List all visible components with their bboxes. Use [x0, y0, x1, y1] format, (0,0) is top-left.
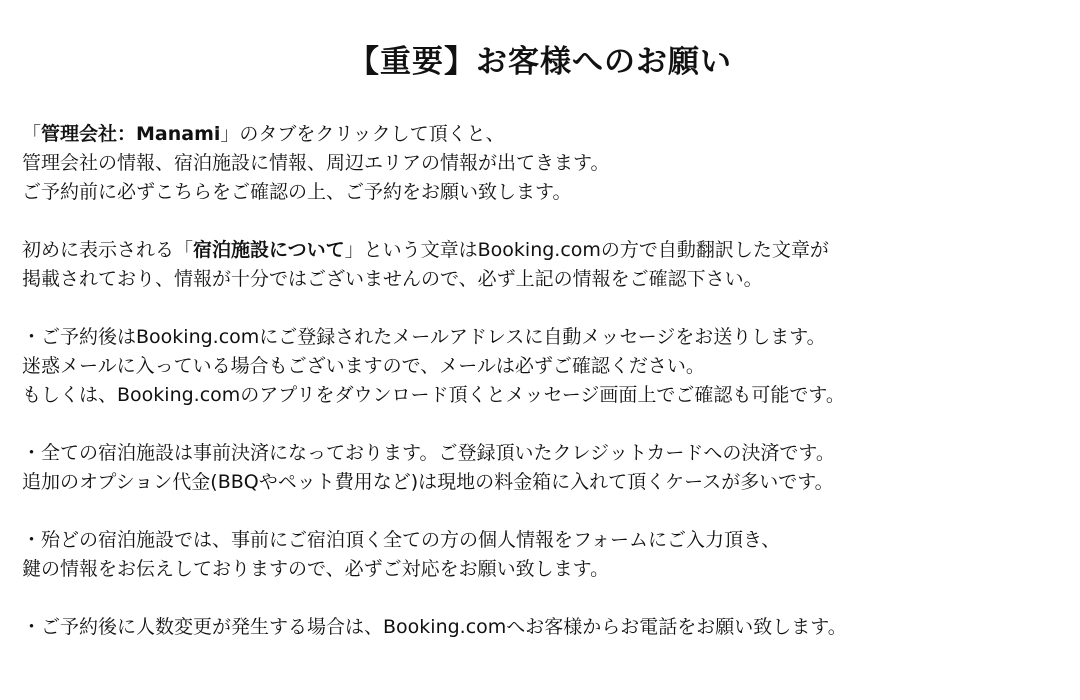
page-title: 【重要】お客様へのお願い — [348, 44, 732, 80]
paragraph-guest-info — [22, 526, 1072, 584]
line-prefix: 「 — [22, 123, 42, 145]
text-line: 鍵の情報をお伝えしておりますので、必ずご対応をお願い致します。 — [22, 558, 610, 580]
text-line: もしくは、Booking.comのアプリをダウンロード頂くとメッセージ画面上でご確認も可能です。 — [22, 384, 845, 406]
text-line: ご予約前に必ずこちらをご確認の上、ご予約をお願い致します。 — [22, 181, 572, 203]
text-line: 掲載されており、情報が十分ではございませんので、必ず上記の情報をご確認下さい。 — [22, 268, 763, 290]
text-line — [22, 120, 1072, 149]
text-line: 迷惑メールに入っている場合もございますので、メールは必ずご確認ください。 — [22, 355, 705, 377]
text-line: ・全ての宿泊施設は事前決済になっております。ご登録頂いたクレジットカードへの決済です。 — [22, 442, 835, 464]
notice-content — [22, 120, 1072, 671]
line-prefix: 初めに表示される「 — [22, 239, 194, 261]
bold-term-property: 宿泊施設について — [193, 239, 345, 261]
text-line: ・ご予約後に人数変更が発生する場合は、Booking.comへお客様からお電話をお願い致します。 — [22, 616, 847, 638]
text-line — [22, 236, 1072, 265]
line-suffix: 」のタブをクリックして頂くと、 — [220, 123, 505, 145]
paragraph-auto-translation — [22, 236, 1072, 294]
text-line: 管理会社の情報、宿泊施設に情報、周辺エリアの情報が出てきます。 — [22, 152, 610, 174]
bold-term-manami: 管理会社：Manami — [41, 123, 221, 145]
paragraph-guest-count — [22, 613, 1072, 642]
text-line: 追加のオプション代金(BBQやペット費用など)は現地の料金箱に入れて頂くケースが多いです。 — [22, 471, 834, 493]
paragraph-payment — [22, 439, 1072, 497]
text-line: ・ご予約後はBooking.comにご登録されたメールアドレスに自動メッセージをお送りします。 — [22, 326, 826, 348]
paragraph-messages — [22, 323, 1072, 410]
paragraph-manami-tab — [22, 120, 1072, 207]
text-line: ・殆どの宿泊施設では、事前にご宿泊頂く全ての方の個人情報をフォームにご入力頂き、 — [22, 529, 781, 551]
line-suffix: 」という文章はBooking.comの方で自動翻訳した文章が — [344, 239, 829, 261]
